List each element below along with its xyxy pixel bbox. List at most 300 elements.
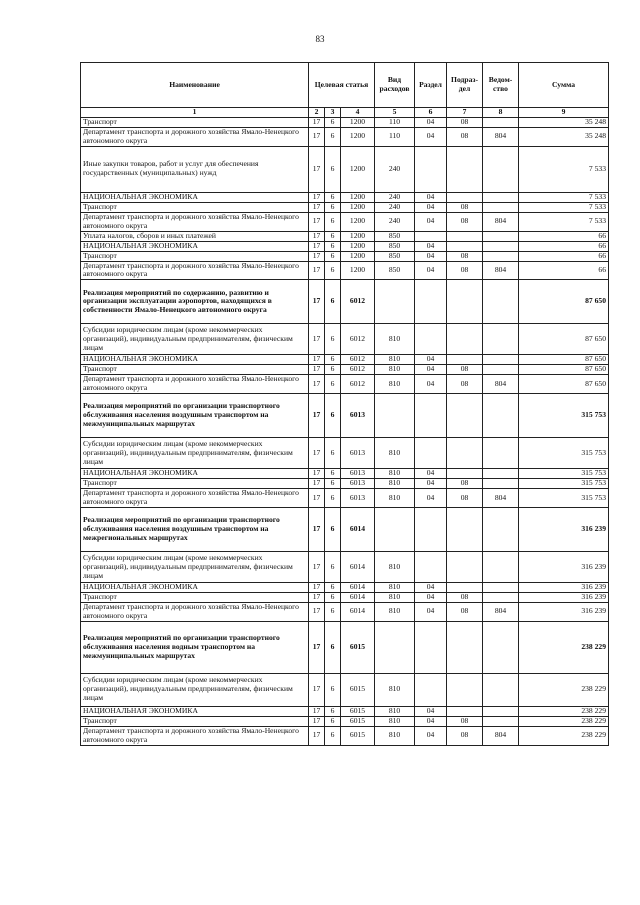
department-cell xyxy=(483,241,519,251)
column-number: 9 xyxy=(519,108,609,118)
department-cell xyxy=(483,365,519,375)
target-code-3: 1200 xyxy=(341,118,375,128)
target-code-1: 17 xyxy=(309,593,325,603)
subsection-cell xyxy=(447,621,483,673)
row-name: Транспорт xyxy=(81,365,309,375)
subsection-cell: 08 xyxy=(447,251,483,261)
department-cell xyxy=(483,192,519,202)
table-row xyxy=(81,593,609,603)
row-name: Транспорт xyxy=(81,593,309,603)
expense-type-cell: 110 xyxy=(375,127,415,146)
table-row xyxy=(81,552,609,583)
subsection-cell xyxy=(447,583,483,593)
target-code-1: 17 xyxy=(309,673,325,706)
target-code-3: 1200 xyxy=(341,241,375,251)
target-code-1: 17 xyxy=(309,375,325,394)
column-number: 3 xyxy=(325,108,341,118)
target-code-3: 1200 xyxy=(341,261,375,280)
expense-type-cell: 110 xyxy=(375,118,415,128)
table-row xyxy=(81,479,609,489)
amount-cell: 7 533 xyxy=(519,212,609,231)
table-row xyxy=(81,202,609,212)
department-cell xyxy=(483,593,519,603)
section-cell xyxy=(415,231,447,241)
row-name: Реализация мероприятий по организации транспортного обслуживания населения водным транспортом на межмуниципальных маршрутах xyxy=(81,621,309,673)
target-code-2: 6 xyxy=(325,621,341,673)
amount-cell: 238 229 xyxy=(519,726,609,745)
table-row xyxy=(81,673,609,706)
target-code-1: 17 xyxy=(309,127,325,146)
target-code-2: 6 xyxy=(325,716,341,726)
target-code-2: 6 xyxy=(325,355,341,365)
department-cell xyxy=(483,438,519,469)
target-code-1: 17 xyxy=(309,479,325,489)
expense-type-cell: 810 xyxy=(375,583,415,593)
section-cell: 04 xyxy=(415,355,447,365)
subsection-cell xyxy=(447,673,483,706)
table-row xyxy=(81,365,609,375)
target-code-3: 6015 xyxy=(341,716,375,726)
target-code-2: 6 xyxy=(325,673,341,706)
subsection-cell xyxy=(447,324,483,355)
target-code-2: 6 xyxy=(325,593,341,603)
target-code-1: 17 xyxy=(309,621,325,673)
target-code-2: 6 xyxy=(325,202,341,212)
table-row xyxy=(81,355,609,365)
target-code-1: 17 xyxy=(309,706,325,716)
subsection-cell: 08 xyxy=(447,118,483,128)
department-cell xyxy=(483,231,519,241)
amount-cell: 315 753 xyxy=(519,394,609,438)
target-code-1: 17 xyxy=(309,261,325,280)
row-name: Субсидии юридическим лицам (кроме некоммерческих организаций), индивидуальным предпринимателям, физическим лицам xyxy=(81,673,309,706)
amount-cell: 87 650 xyxy=(519,280,609,324)
table-row xyxy=(81,261,609,280)
column-number: 7 xyxy=(447,108,483,118)
expense-type-cell: 810 xyxy=(375,479,415,489)
row-name: Транспорт xyxy=(81,202,309,212)
subsection-cell xyxy=(447,355,483,365)
section-cell: 04 xyxy=(415,593,447,603)
target-code-2: 6 xyxy=(325,118,341,128)
target-code-2: 6 xyxy=(325,583,341,593)
expense-type-cell: 810 xyxy=(375,706,415,716)
target-code-3: 6012 xyxy=(341,355,375,365)
target-code-2: 6 xyxy=(325,324,341,355)
amount-cell: 316 239 xyxy=(519,583,609,593)
section-cell xyxy=(415,394,447,438)
expense-type-cell: 850 xyxy=(375,231,415,241)
expense-type-cell: 810 xyxy=(375,365,415,375)
amount-cell: 87 650 xyxy=(519,365,609,375)
column-number: 1 xyxy=(81,108,309,118)
amount-cell: 238 229 xyxy=(519,673,609,706)
header-target: Целевая статья xyxy=(309,63,375,108)
subsection-cell: 08 xyxy=(447,489,483,508)
row-name: НАЦИОНАЛЬНАЯ ЭКОНОМИКА xyxy=(81,583,309,593)
target-code-3: 6014 xyxy=(341,508,375,552)
amount-cell: 316 239 xyxy=(519,552,609,583)
table-row xyxy=(81,469,609,479)
target-code-2: 6 xyxy=(325,508,341,552)
row-name: НАЦИОНАЛЬНАЯ ЭКОНОМИКА xyxy=(81,469,309,479)
table-row xyxy=(81,394,609,438)
target-code-3: 1200 xyxy=(341,127,375,146)
amount-cell: 238 229 xyxy=(519,716,609,726)
section-cell: 04 xyxy=(415,202,447,212)
column-number: 6 xyxy=(415,108,447,118)
target-code-2: 6 xyxy=(325,706,341,716)
target-code-1: 17 xyxy=(309,552,325,583)
amount-cell: 316 239 xyxy=(519,593,609,603)
expense-type-cell: 810 xyxy=(375,673,415,706)
subsection-cell: 08 xyxy=(447,479,483,489)
row-name: НАЦИОНАЛЬНАЯ ЭКОНОМИКА xyxy=(81,241,309,251)
department-cell: 804 xyxy=(483,212,519,231)
department-cell xyxy=(483,716,519,726)
amount-cell: 315 753 xyxy=(519,489,609,508)
expense-type-cell xyxy=(375,394,415,438)
section-cell: 04 xyxy=(415,706,447,716)
department-cell xyxy=(483,552,519,583)
row-name: Транспорт xyxy=(81,479,309,489)
amount-cell: 316 239 xyxy=(519,602,609,621)
amount-cell: 66 xyxy=(519,241,609,251)
target-code-1: 17 xyxy=(309,212,325,231)
header-amount: Сумма xyxy=(519,63,609,108)
table-body xyxy=(81,118,609,746)
table-row xyxy=(81,241,609,251)
section-cell xyxy=(415,280,447,324)
target-code-2: 6 xyxy=(325,192,341,202)
department-cell xyxy=(483,479,519,489)
target-code-2: 6 xyxy=(325,552,341,583)
header-expense-type: Вид расходов xyxy=(375,63,415,108)
section-cell: 04 xyxy=(415,241,447,251)
row-name: Реализация мероприятий по организации транспортного обслуживания населения воздушным транспортом на межрегиональных маршрутах xyxy=(81,508,309,552)
target-code-2: 6 xyxy=(325,469,341,479)
target-code-3: 6013 xyxy=(341,394,375,438)
target-code-1: 17 xyxy=(309,251,325,261)
target-code-2: 6 xyxy=(325,726,341,745)
subsection-cell: 08 xyxy=(447,593,483,603)
expense-type-cell: 810 xyxy=(375,355,415,365)
table-row xyxy=(81,146,609,192)
amount-cell: 315 753 xyxy=(519,469,609,479)
row-name: Реализация мероприятий по организации транспортного обслуживания населения воздушным транспортом на межмуниципальных маршрутах xyxy=(81,394,309,438)
target-code-3: 6012 xyxy=(341,280,375,324)
table-row xyxy=(81,489,609,508)
department-cell xyxy=(483,202,519,212)
row-name: Департамент транспорта и дорожного хозяйства Ямало-Ненецкого автономного округа xyxy=(81,212,309,231)
amount-cell: 66 xyxy=(519,231,609,241)
table-row xyxy=(81,706,609,716)
amount-cell: 7 533 xyxy=(519,146,609,192)
department-cell: 804 xyxy=(483,127,519,146)
target-code-3: 6014 xyxy=(341,593,375,603)
target-code-3: 1200 xyxy=(341,192,375,202)
target-code-2: 6 xyxy=(325,241,341,251)
expense-type-cell: 850 xyxy=(375,251,415,261)
target-code-2: 6 xyxy=(325,365,341,375)
target-code-1: 17 xyxy=(309,583,325,593)
table-row xyxy=(81,280,609,324)
target-code-3: 1200 xyxy=(341,212,375,231)
target-code-3: 1200 xyxy=(341,231,375,241)
target-code-1: 17 xyxy=(309,726,325,745)
target-code-2: 6 xyxy=(325,280,341,324)
target-code-3: 6013 xyxy=(341,489,375,508)
table-row xyxy=(81,118,609,128)
section-cell xyxy=(415,438,447,469)
section-cell: 04 xyxy=(415,375,447,394)
expense-type-cell: 810 xyxy=(375,469,415,479)
column-number: 5 xyxy=(375,108,415,118)
section-cell: 04 xyxy=(415,118,447,128)
column-number: 4 xyxy=(341,108,375,118)
table-row xyxy=(81,621,609,673)
target-code-3: 1200 xyxy=(341,146,375,192)
target-code-1: 17 xyxy=(309,202,325,212)
target-code-1: 17 xyxy=(309,192,325,202)
subsection-cell: 08 xyxy=(447,127,483,146)
target-code-3: 6015 xyxy=(341,726,375,745)
row-name: Департамент транспорта и дорожного хозяйства Ямало-Ненецкого автономного округа xyxy=(81,375,309,394)
target-code-3: 6012 xyxy=(341,365,375,375)
table-row xyxy=(81,716,609,726)
target-code-3: 6013 xyxy=(341,438,375,469)
section-cell xyxy=(415,146,447,192)
subsection-cell: 08 xyxy=(447,365,483,375)
amount-cell: 87 650 xyxy=(519,375,609,394)
target-code-3: 6014 xyxy=(341,552,375,583)
amount-cell: 315 753 xyxy=(519,438,609,469)
section-cell xyxy=(415,621,447,673)
target-code-2: 6 xyxy=(325,438,341,469)
amount-cell: 238 229 xyxy=(519,621,609,673)
expense-type-cell: 810 xyxy=(375,552,415,583)
department-cell xyxy=(483,621,519,673)
amount-cell: 66 xyxy=(519,261,609,280)
column-number: 8 xyxy=(483,108,519,118)
expense-type-cell: 810 xyxy=(375,438,415,469)
target-code-3: 6013 xyxy=(341,469,375,479)
department-cell xyxy=(483,394,519,438)
target-code-2: 6 xyxy=(325,261,341,280)
section-cell: 04 xyxy=(415,127,447,146)
subsection-cell xyxy=(447,192,483,202)
target-code-1: 17 xyxy=(309,489,325,508)
subsection-cell: 08 xyxy=(447,716,483,726)
row-name: Департамент транспорта и дорожного хозяйства Ямало-Ненецкого автономного округа xyxy=(81,489,309,508)
section-cell: 04 xyxy=(415,726,447,745)
table-row xyxy=(81,726,609,745)
department-cell xyxy=(483,706,519,716)
department-cell: 804 xyxy=(483,375,519,394)
amount-cell: 7 533 xyxy=(519,192,609,202)
subsection-cell xyxy=(447,552,483,583)
table-row xyxy=(81,127,609,146)
target-code-3: 6015 xyxy=(341,706,375,716)
target-code-3: 6012 xyxy=(341,324,375,355)
section-cell: 04 xyxy=(415,479,447,489)
subsection-cell: 08 xyxy=(447,202,483,212)
target-code-1: 17 xyxy=(309,118,325,128)
subsection-cell xyxy=(447,508,483,552)
amount-cell: 66 xyxy=(519,251,609,261)
section-cell: 04 xyxy=(415,469,447,479)
target-code-2: 6 xyxy=(325,231,341,241)
target-code-1: 17 xyxy=(309,241,325,251)
table-row xyxy=(81,375,609,394)
target-code-1: 17 xyxy=(309,716,325,726)
expense-type-cell: 810 xyxy=(375,716,415,726)
target-code-1: 17 xyxy=(309,508,325,552)
expense-type-cell: 240 xyxy=(375,192,415,202)
amount-cell: 87 650 xyxy=(519,324,609,355)
expense-type-cell: 810 xyxy=(375,726,415,745)
expense-type-cell: 810 xyxy=(375,602,415,621)
subsection-cell xyxy=(447,394,483,438)
target-code-2: 6 xyxy=(325,251,341,261)
section-cell: 04 xyxy=(415,212,447,231)
target-code-2: 6 xyxy=(325,127,341,146)
amount-cell: 35 248 xyxy=(519,127,609,146)
department-cell xyxy=(483,324,519,355)
amount-cell: 35 248 xyxy=(519,118,609,128)
table-row xyxy=(81,508,609,552)
target-code-2: 6 xyxy=(325,489,341,508)
expense-type-cell: 810 xyxy=(375,593,415,603)
department-cell xyxy=(483,355,519,365)
department-cell: 804 xyxy=(483,489,519,508)
amount-cell: 238 229 xyxy=(519,706,609,716)
header-section: Раздел xyxy=(415,63,447,108)
table-row xyxy=(81,324,609,355)
row-name: Субсидии юридическим лицам (кроме некоммерческих организаций), индивидуальным предпринимателям, физическим лицам xyxy=(81,324,309,355)
header-department: Ведом-ство xyxy=(483,63,519,108)
expense-type-cell: 810 xyxy=(375,489,415,508)
section-cell: 04 xyxy=(415,365,447,375)
target-code-3: 6012 xyxy=(341,375,375,394)
subsection-cell: 08 xyxy=(447,726,483,745)
expense-type-cell: 810 xyxy=(375,375,415,394)
row-name: Транспорт xyxy=(81,251,309,261)
expense-type-cell: 240 xyxy=(375,212,415,231)
budget-table xyxy=(80,62,609,746)
section-cell xyxy=(415,673,447,706)
target-code-2: 6 xyxy=(325,146,341,192)
department-cell xyxy=(483,118,519,128)
section-cell: 04 xyxy=(415,251,447,261)
expense-type-cell xyxy=(375,280,415,324)
table-row xyxy=(81,583,609,593)
table-row xyxy=(81,251,609,261)
amount-cell: 7 533 xyxy=(519,202,609,212)
subsection-cell xyxy=(447,241,483,251)
column-number: 2 xyxy=(309,108,325,118)
expense-type-cell: 240 xyxy=(375,202,415,212)
department-cell xyxy=(483,508,519,552)
header-name: Наименование xyxy=(81,63,309,108)
target-code-1: 17 xyxy=(309,280,325,324)
target-code-3: 6014 xyxy=(341,602,375,621)
header-subsection: Подраз-дел xyxy=(447,63,483,108)
target-code-3: 1200 xyxy=(341,202,375,212)
row-name: Реализация мероприятий по содержанию, развитию и организации эксплуатации аэропортов, находящихся в собственности Ямало-Ненецкого автономного округа xyxy=(81,280,309,324)
target-code-1: 17 xyxy=(309,469,325,479)
subsection-cell xyxy=(447,146,483,192)
table-header-row xyxy=(81,63,609,108)
target-code-3: 1200 xyxy=(341,251,375,261)
section-cell: 04 xyxy=(415,489,447,508)
subsection-cell: 08 xyxy=(447,212,483,231)
amount-cell: 87 650 xyxy=(519,355,609,365)
subsection-cell: 08 xyxy=(447,602,483,621)
row-name: Транспорт xyxy=(81,118,309,128)
row-name: НАЦИОНАЛЬНАЯ ЭКОНОМИКА xyxy=(81,355,309,365)
department-cell xyxy=(483,146,519,192)
department-cell: 804 xyxy=(483,602,519,621)
subsection-cell xyxy=(447,469,483,479)
subsection-cell xyxy=(447,280,483,324)
target-code-1: 17 xyxy=(309,231,325,241)
row-name: Департамент транспорта и дорожного хозяйства Ямало-Ненецкого автономного округа xyxy=(81,602,309,621)
table-row xyxy=(81,231,609,241)
target-code-1: 17 xyxy=(309,355,325,365)
subsection-cell: 08 xyxy=(447,261,483,280)
amount-cell: 315 753 xyxy=(519,479,609,489)
target-code-2: 6 xyxy=(325,602,341,621)
target-code-1: 17 xyxy=(309,146,325,192)
department-cell xyxy=(483,673,519,706)
section-cell xyxy=(415,552,447,583)
table-row xyxy=(81,602,609,621)
section-cell: 04 xyxy=(415,261,447,280)
page-number: 83 xyxy=(315,34,325,44)
target-code-1: 17 xyxy=(309,438,325,469)
subsection-cell xyxy=(447,706,483,716)
row-name: Субсидии юридическим лицам (кроме некоммерческих организаций), индивидуальным предпринимателям, физическим лицам xyxy=(81,552,309,583)
expense-type-cell: 810 xyxy=(375,324,415,355)
row-name: Департамент транспорта и дорожного хозяйства Ямало-Ненецкого автономного округа xyxy=(81,261,309,280)
row-name: Иные закупки товаров, работ и услуг для обеспечения государственных (муниципальных) нужд xyxy=(81,146,309,192)
target-code-1: 17 xyxy=(309,394,325,438)
subsection-cell xyxy=(447,438,483,469)
row-name: Департамент транспорта и дорожного хозяйства Ямало-Ненецкого автономного округа xyxy=(81,127,309,146)
section-cell: 04 xyxy=(415,192,447,202)
subsection-cell xyxy=(447,231,483,241)
expense-type-cell: 850 xyxy=(375,241,415,251)
table-row xyxy=(81,192,609,202)
target-code-2: 6 xyxy=(325,479,341,489)
department-cell: 804 xyxy=(483,726,519,745)
target-code-3: 6013 xyxy=(341,479,375,489)
target-code-3: 6015 xyxy=(341,621,375,673)
target-code-3: 6015 xyxy=(341,673,375,706)
section-cell xyxy=(415,508,447,552)
subsection-cell: 08 xyxy=(447,375,483,394)
section-cell: 04 xyxy=(415,583,447,593)
row-name: НАЦИОНАЛЬНАЯ ЭКОНОМИКА xyxy=(81,706,309,716)
target-code-2: 6 xyxy=(325,375,341,394)
row-name: НАЦИОНАЛЬНАЯ ЭКОНОМИКА xyxy=(81,192,309,202)
row-name: Уплата налогов, сборов и иных платежей xyxy=(81,231,309,241)
target-code-2: 6 xyxy=(325,212,341,231)
row-name: Департамент транспорта и дорожного хозяйства Ямало-Ненецкого автономного округа xyxy=(81,726,309,745)
target-code-1: 17 xyxy=(309,602,325,621)
expense-type-cell xyxy=(375,508,415,552)
